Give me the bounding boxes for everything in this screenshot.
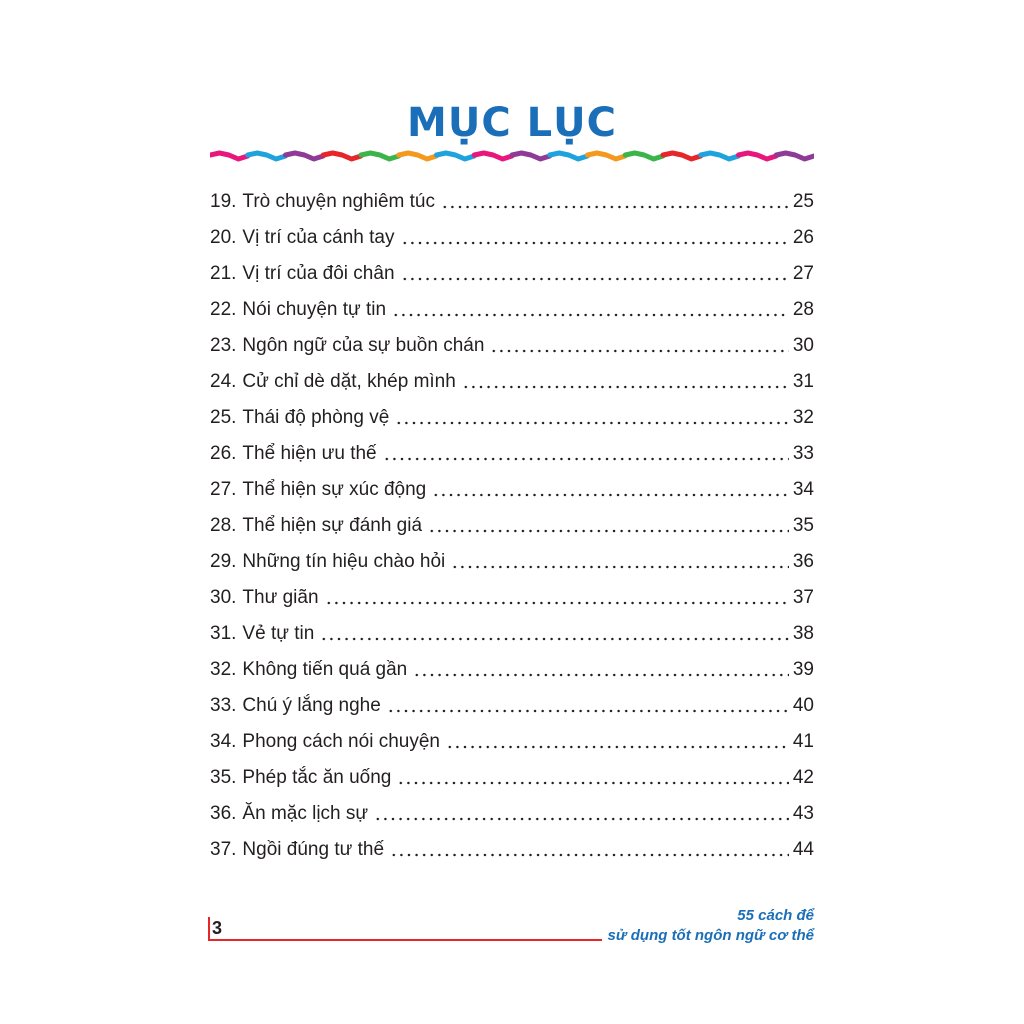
toc-entry	[210, 292, 814, 328]
toc-entry-title: Ngồi đúng tư thế	[242, 839, 385, 860]
toc-entry-page: 26	[792, 227, 814, 248]
toc-dot-leader	[441, 205, 789, 209]
zigzag-segment	[701, 153, 739, 159]
toc-entry	[210, 796, 814, 832]
toc-entry	[210, 184, 814, 220]
zigzag-segment	[361, 153, 399, 159]
toc-dot-leader	[320, 637, 789, 641]
toc-entry-title: Trò chuyện nghiêm túc	[242, 191, 435, 212]
toc-entry	[210, 364, 814, 400]
page-number: 3	[212, 918, 223, 938]
toc-entry-title: Không tiến quá gần	[242, 659, 408, 680]
toc-entry-page: 37	[792, 587, 814, 608]
toc-entry-number: 20.	[210, 227, 237, 248]
zigzag-segment	[437, 153, 475, 159]
book-title-line-1: 55 cách để	[737, 907, 814, 924]
zigzag-segment	[248, 153, 286, 159]
toc-entry-page: 39	[792, 659, 814, 680]
zigzag-segment	[776, 153, 814, 159]
toc-entry-page: 28	[792, 299, 814, 320]
toc-entry-page: 25	[792, 191, 814, 212]
toc-entry-number: 34.	[210, 731, 237, 752]
toc-entry-number: 24.	[210, 371, 237, 392]
toc-entry	[210, 220, 814, 256]
toc-entry-number: 32.	[210, 659, 237, 680]
toc-dot-leader	[325, 601, 789, 605]
toc-entry-number: 26.	[210, 443, 237, 464]
toc-entry-title: Vị trí của cánh tay	[242, 227, 395, 248]
footer-rule	[208, 939, 602, 941]
zigzag-segment	[323, 153, 361, 159]
toc-entry-number: 21.	[210, 263, 237, 284]
toc-entry-title: Vẻ tự tin	[242, 623, 315, 644]
toc-entry-title: Thể hiện sự đánh giá	[242, 515, 423, 536]
toc-entry-page: 31	[792, 371, 814, 392]
zigzag-segment	[474, 153, 512, 159]
toc-dot-leader	[451, 565, 789, 569]
zigzag-segment	[399, 153, 437, 159]
toc-entry-title: Phép tắc ăn uống	[242, 767, 392, 788]
toc-entry-title: Thái độ phòng vệ	[242, 407, 390, 428]
toc-entry	[210, 436, 814, 472]
toc-entry-number: 29.	[210, 551, 237, 572]
toc-entry-number: 28.	[210, 515, 237, 536]
toc-entry-page: 38	[792, 623, 814, 644]
toc-entry-number: 23.	[210, 335, 237, 356]
toc-entry-number: 37.	[210, 839, 237, 860]
toc-entry	[210, 472, 814, 508]
toc-dot-leader	[428, 529, 789, 533]
toc-dot-leader	[392, 313, 789, 317]
zigzag-segment	[625, 153, 663, 159]
toc-entry-number: 36.	[210, 803, 237, 824]
zigzag-segment	[663, 153, 701, 159]
toc-entry	[210, 400, 814, 436]
toc-entry	[210, 832, 814, 868]
toc-entry-number: 35.	[210, 767, 237, 788]
toc-entry-title: Cử chỉ dè dặt, khép mình	[242, 371, 456, 392]
toc-entry-number: 19.	[210, 191, 237, 212]
toc-entry	[210, 328, 814, 364]
toc-entry-title: Thể hiện sự xúc động	[242, 479, 427, 500]
page-title: MỤC LỤC	[407, 100, 617, 146]
toc-entry-title: Nói chuyện tự tin	[242, 299, 387, 320]
toc-entry-number: 33.	[210, 695, 237, 716]
toc-entry-title: Những tín hiệu chào hỏi	[242, 551, 446, 572]
toc-entry-number: 22.	[210, 299, 237, 320]
toc-entry-page: 35	[792, 515, 814, 536]
toc-entry-number: 31.	[210, 623, 237, 644]
toc-dot-leader	[397, 781, 788, 785]
toc-entry-page: 44	[792, 839, 814, 860]
toc-entry-page: 32	[792, 407, 814, 428]
zigzag-segment	[512, 153, 550, 159]
table-of-contents	[210, 184, 814, 868]
toc-entry-page: 34	[792, 479, 814, 500]
toc-entry-page: 41	[792, 731, 814, 752]
toc-dot-leader	[413, 673, 789, 677]
toc-entry-title: Ngôn ngữ của sự buồn chán	[242, 335, 485, 356]
toc-dot-leader	[383, 457, 789, 461]
toc-entry	[210, 652, 814, 688]
toc-entry-title: Ăn mặc lịch sự	[242, 803, 369, 824]
toc-entry-page: 33	[792, 443, 814, 464]
zigzag-segment	[550, 153, 588, 159]
book-title-line-2: sử dụng tốt ngôn ngữ cơ thể	[607, 927, 814, 944]
toc-entry-number: 27.	[210, 479, 237, 500]
toc-dot-leader	[395, 421, 789, 425]
toc-dot-leader	[490, 349, 788, 353]
toc-dot-leader	[390, 853, 789, 857]
zigzag-segment	[286, 153, 324, 159]
toc-entry	[210, 256, 814, 292]
toc-entry	[210, 544, 814, 580]
toc-entry-title: Phong cách nói chuyện	[242, 731, 440, 752]
toc-entry	[210, 724, 814, 760]
toc-entry-page: 40	[792, 695, 814, 716]
toc-dot-leader	[374, 817, 789, 821]
toc-entry-page: 42	[792, 767, 814, 788]
toc-entry-title: Thư giãn	[242, 587, 319, 608]
toc-entry-page: 36	[792, 551, 814, 572]
toc-entry	[210, 616, 814, 652]
toc-dot-leader	[432, 493, 789, 497]
zigzag-segment	[588, 153, 626, 159]
toc-entry-title: Vị trí của đôi chân	[242, 263, 395, 284]
page-number-bar	[208, 917, 210, 941]
zigzag-segment	[210, 153, 248, 159]
toc-entry-number: 25.	[210, 407, 237, 428]
toc-dot-leader	[401, 277, 789, 281]
toc-entry-number: 30.	[210, 587, 237, 608]
colorful-zigzag-divider	[210, 150, 814, 164]
toc-dot-leader	[401, 241, 789, 245]
toc-dot-leader	[387, 709, 789, 713]
toc-dot-leader	[462, 385, 789, 389]
toc-entry	[210, 508, 814, 544]
toc-entry	[210, 688, 814, 724]
toc-dot-leader	[446, 745, 789, 749]
toc-entry-title: Chú ý lắng nghe	[242, 695, 381, 716]
toc-entry-title: Thể hiện ưu thế	[242, 443, 377, 464]
toc-entry-page: 43	[792, 803, 814, 824]
toc-entry-page: 30	[792, 335, 814, 356]
toc-entry	[210, 760, 814, 796]
toc-entry-page: 27	[792, 263, 814, 284]
zigzag-segment	[739, 153, 777, 159]
toc-entry	[210, 580, 814, 616]
